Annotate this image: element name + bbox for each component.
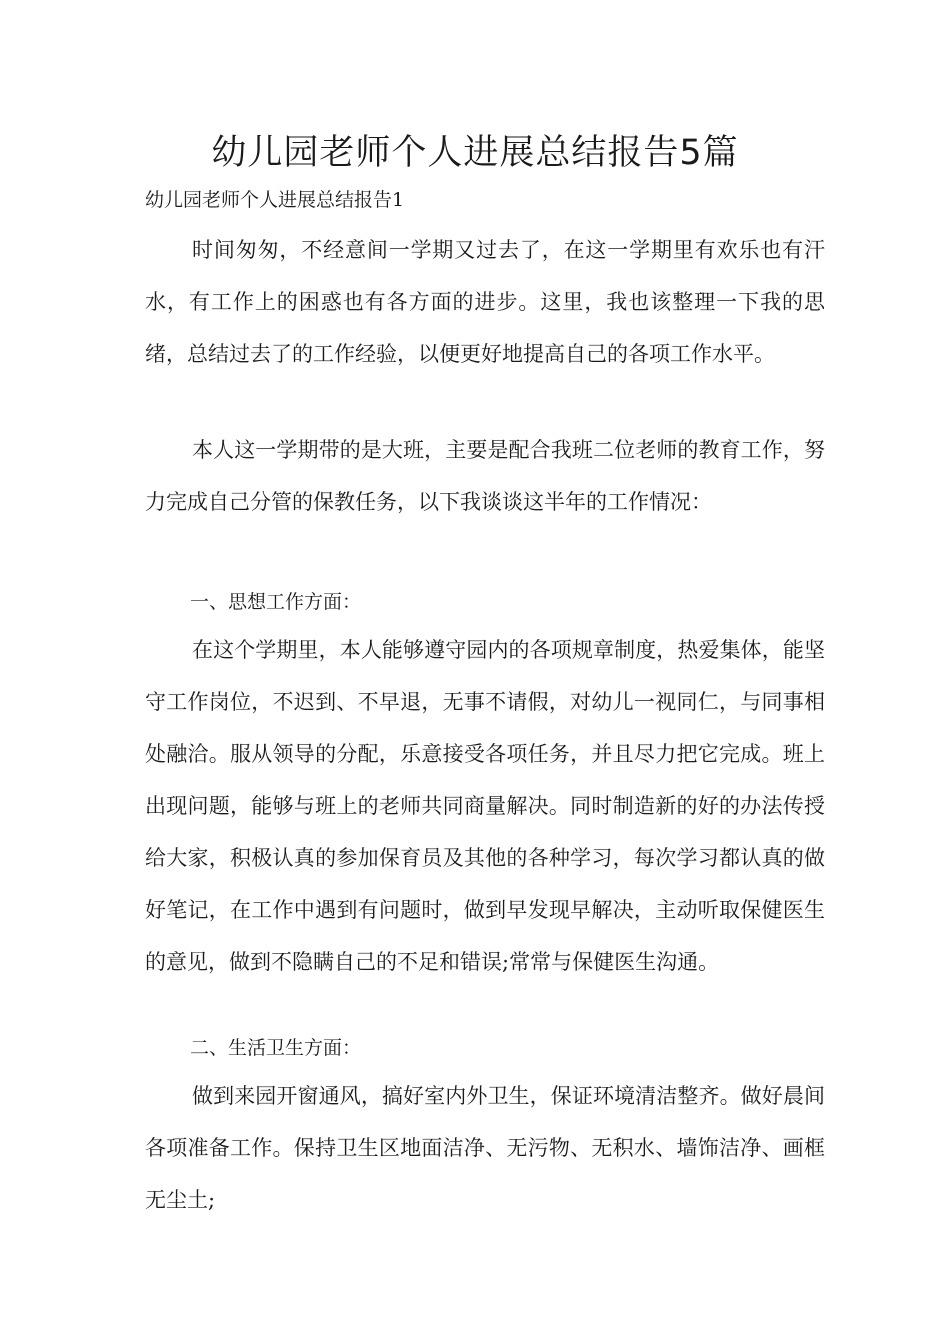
paragraph-class-overview: 本人这一学期带的是大班，主要是配合我班二位老师的教育工作，努力完成自己分管的保教任务，以下我谈谈这半年的工作情况： [145, 438, 825, 514]
section-heading-hygiene: 二、生活卫生方面： [190, 1037, 362, 1059]
section-heading-thought-work: 一、思想工作方面： [190, 591, 362, 613]
paragraph-thought-work: 在这个学期里，本人能够遵守园内的各项规章制度，热爱集体，能坚守工作岗位，不迟到、不早退，无事不请假，对幼儿一视同仁，与同事相处融洽。服从领导的分配，乐意接受各项任务，并且尽力把它完成。班上出现问题，能够与班上的老师共同商量解决。同时制造新的好的办法传授给大家，积极认真的参加保育员及其他的各种学习，每次学习都认真的做好笔记，在工作中遇到有问题时，做到早发现早解决，主动听取保健医生的意见，做到不隐瞒自己的不足和错误;常常与保健医生沟通。 [145, 638, 825, 974]
paragraph-hygiene: 做到来园开窗通风，搞好室内外卫生，保证环境清洁整齐。做好晨间各项准备工作。保持卫生区地面洁净、无污物、无积水、墙饰洁净、画框无尘土; [145, 1084, 825, 1212]
document-subtitle: 幼儿园老师个人进展总结报告1 [145, 189, 405, 211]
document-title: 幼儿园老师个人进展总结报告5篇 [211, 133, 739, 173]
paragraph-intro: 时间匆匆，不经意间一学期又过去了，在这一学期里有欢乐也有汗水，有工作上的困惑也有各方面的进步。这里，我也该整理一下我的思绪，总结过去了的工作经验，以便更好地提高自己的各项工作水平。 [145, 238, 825, 366]
